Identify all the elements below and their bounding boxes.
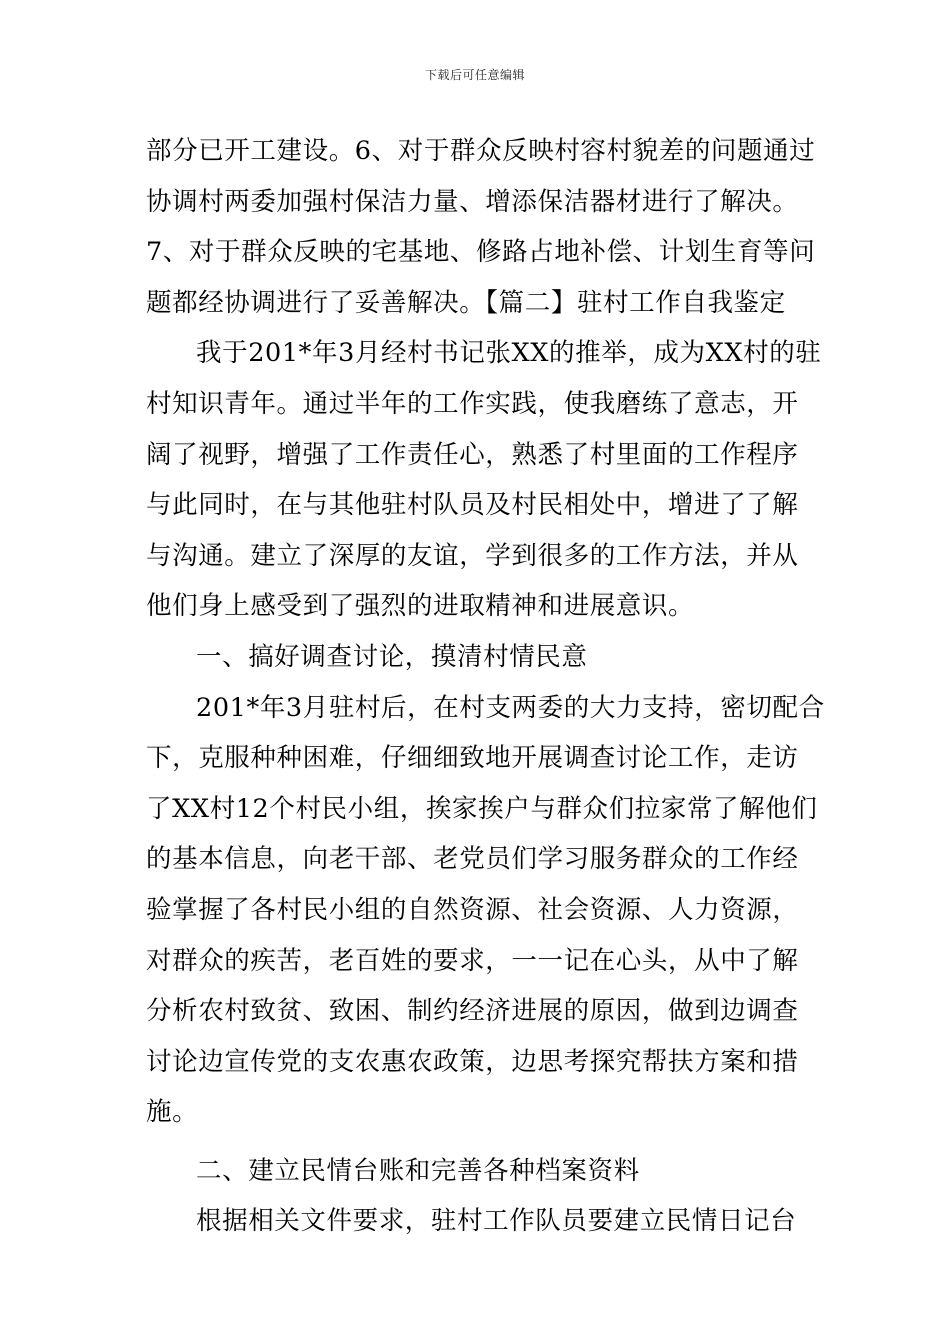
page-header: 下载后可任意编辑 (424, 68, 525, 82)
text-line: 下，克服种种困难，仔细细致地开展调查讨论工作，走访 (146, 743, 799, 774)
text-line: 二、建立民情台账和完善各种档案资料 (196, 1155, 640, 1186)
text-line: 村知识青年。通过半年的工作实践，使我磨练了意志，开 (146, 388, 799, 419)
text-line: 根据相关文件要求，驻村工作队员要建立民情日记台 (196, 1206, 797, 1237)
text-line: 与沟通。建立了深厚的友谊，学到很多的工作方法，并从 (146, 540, 799, 571)
text-line: 分析农村致贫、致困、制约经济进展的原因，做到边调查 (146, 996, 799, 1027)
text-line: 的基本信息，向老干部、老党员们学习服务群众的工作经 (146, 844, 799, 875)
text-line: 一、搞好调查讨论，摸清村情民意 (196, 641, 588, 672)
document-body (146, 126, 826, 1247)
text-line: 验掌握了各村民小组的自然资源、社会资源、人力资源， (146, 894, 799, 925)
text-line: 讨论边宣传党的支农惠农政策，边思考探究帮扶方案和措 (146, 1046, 799, 1077)
text-line: 与此同时，在与其他驻村队员及村民相处中，增进了了解 (146, 490, 799, 521)
text-line: 施。 (146, 1097, 199, 1128)
text-line: 部分已开工建设。6、对于群众反映村容村貌差的问题通过 (146, 136, 816, 166)
text-line: 7、对于群众反映的宅基地、修路占地补偿、计划生育等问 (146, 237, 816, 268)
text-line: 我于201*年3月经村书记张XX的推举，成为XX村的驻 (196, 338, 822, 369)
text-line: 他们身上感受到了强烈的进取精神和进展意识。 (146, 591, 695, 622)
section-gap (146, 1138, 826, 1146)
text-line: 协调村两委加强村保洁力量、增添保洁器材进行了解决。 (146, 186, 799, 217)
text-line: 了XX村12个村民小组，挨家挨户与群众们拉家常了解他们 (146, 793, 818, 824)
text-line: 阔了视野，增强了工作责任心，熟悉了村里面的工作程序 (146, 439, 799, 470)
text-line: 题都经协调进行了妥善解决。【篇二】驻村工作自我鉴定 (146, 287, 786, 318)
text-line: 201*年3月驻村后，在村支两委的大力支持，密切配合 (196, 692, 825, 723)
text-line: 对群众的疾苦，老百姓的要求，一一记在心头，从中了解 (146, 945, 799, 976)
